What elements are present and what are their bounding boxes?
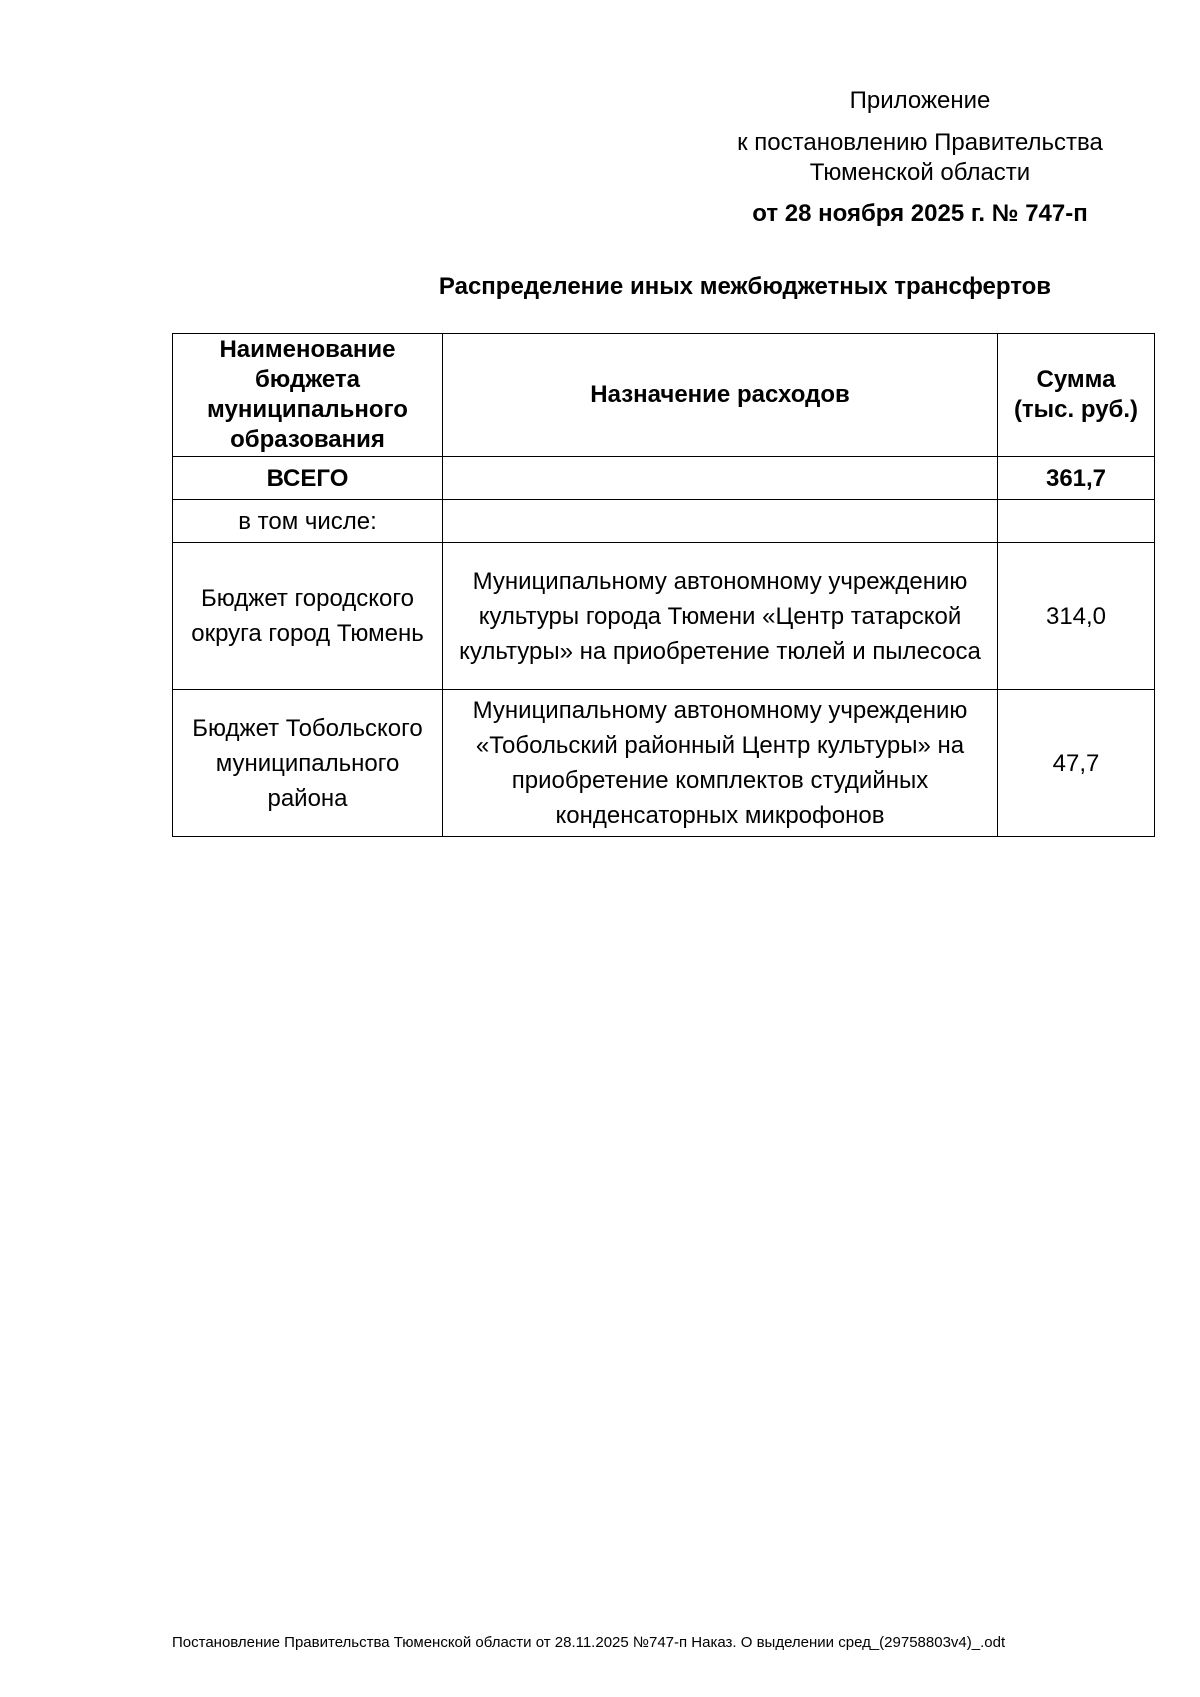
purpose-cell: Муниципальному автономному учреждению «Тобольский районный Центр культуры» на приобретение комплектов студийных конденсаторных микрофонов xyxy=(443,690,998,837)
budget-name-cell: Бюджет городского округа город Тюмень xyxy=(173,543,443,690)
annex-title: Приложение xyxy=(849,87,991,114)
document-footer: Постановление Правительства Тюменской области от 28.11.2025 №747-п Наказ. О выделении сред_(29758803v4)_.odt xyxy=(172,1634,1006,1651)
annex-date-number: от 28 ноября 2025 г. № 747-п xyxy=(752,200,1088,227)
including-sum xyxy=(998,500,1155,543)
table-row xyxy=(173,543,1155,690)
header-sum: Сумма (тыс. руб.) xyxy=(998,334,1155,457)
annex-region-line: Тюменской области xyxy=(809,159,1031,186)
table-row-including xyxy=(173,500,1155,543)
annex-reference-line: к постановлению Правительства xyxy=(737,129,1103,156)
purpose-cell: Муниципальному автономному учреждению культуры города Тюмени «Центр татарской культуры» на приобретение тюлей и пылесоса xyxy=(443,543,998,690)
header-budget-name: Наименование бюджета муниципального образования xyxy=(173,334,443,457)
total-label: ВСЕГО xyxy=(173,457,443,500)
sum-cell: 314,0 xyxy=(998,543,1155,690)
total-sum: 361,7 xyxy=(998,457,1155,500)
including-label: в том числе: xyxy=(173,500,443,543)
table-header-row xyxy=(173,334,1155,457)
document-title: Распределение иных межбюджетных трансфертов xyxy=(438,273,1052,300)
header-purpose: Назначение расходов xyxy=(443,334,998,457)
including-purpose xyxy=(443,500,998,543)
total-purpose xyxy=(443,457,998,500)
sum-cell: 47,7 xyxy=(998,690,1155,837)
table-row xyxy=(173,690,1155,837)
table-row-total xyxy=(173,457,1155,500)
budget-name-cell: Бюджет Тобольского муниципального района xyxy=(173,690,443,837)
distribution-table xyxy=(172,333,1155,837)
